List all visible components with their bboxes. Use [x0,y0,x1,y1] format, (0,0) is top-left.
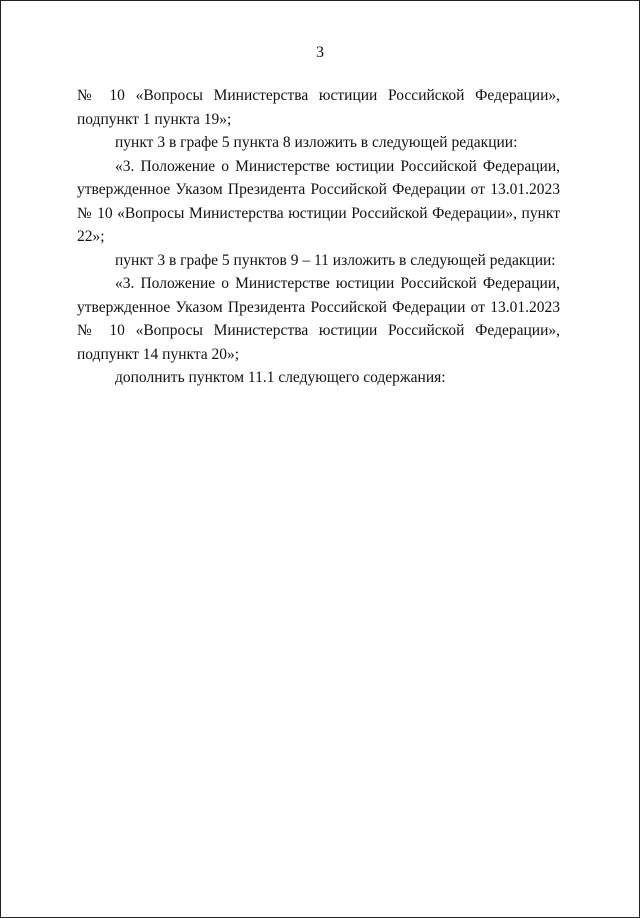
paragraph-instruction-point-8: пункт 3 в графе 5 пункта 8 изложить в следующей редакции: [115,134,518,151]
document-body [77,84,560,390]
paragraph-quote-point-8: «3. Положение о Министерстве юстиции Российской Федерации, утвержденное Указом Президента Российской Федерации от 13.01.2023 № 10 «Вопросы Министерства юстиции Российской Федерации», пункт 22»; [77,157,560,245]
paragraph-instruction-point-11-1: дополнить пунктом 11.1 следующего содержания: [115,369,446,386]
paragraph-continuation: № 10 «Вопросы Министерства юстиции Российской Федерации», подпункт 1 пункта 19»; [77,87,560,128]
scan-border-top [0,0,640,1]
paragraph-instruction-points-9-11: пункт 3 в графе 5 пунктов 9 – 11 изложить в следующей редакции: [115,251,556,269]
scan-border-left [0,0,1,918]
page-number: 3 [316,44,324,61]
paragraph-quote-points-9-11: «3. Положение о Министерстве юстиции Российской Федерации, утвержденное Указом Президента Российской Федерации от 13.01.2023 № 10 «Вопросы Министерства юстиции Российской Федерации», подпункт 14 пункта 20»; [77,275,560,363]
